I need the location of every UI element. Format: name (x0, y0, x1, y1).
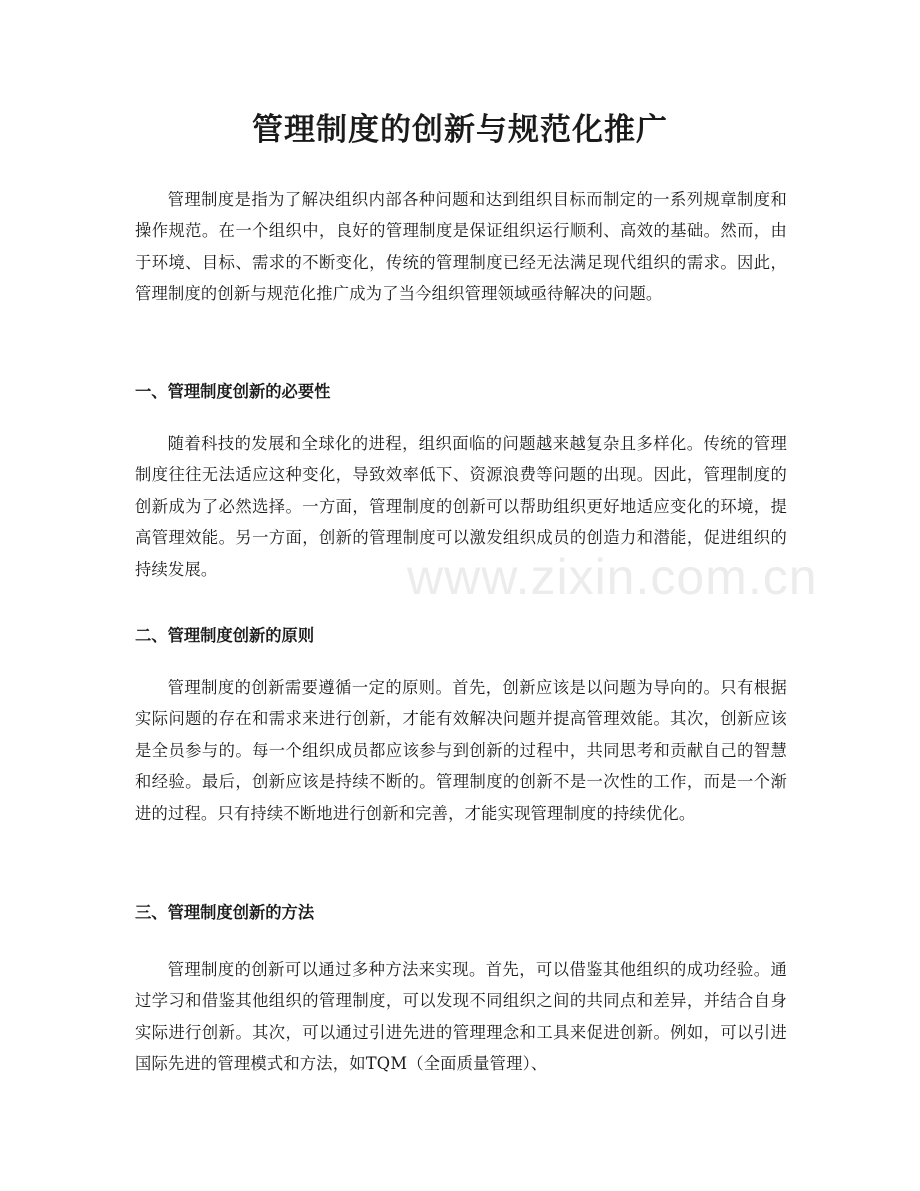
section-3-heading: 三、管理制度创新的方法 (135, 903, 315, 922)
section-2-paragraph: 管理制度的创新需要遵循一定的原则。首先，创新应该是以问题为导向的。只有根据实际问题的存在和需求来进行创新，才能有效解决问题并提高管理效能。其次，创新应该是全员参与的。每一个组织成员都应该参与到创新的过程中，共同思考和贡献自己的智慧和经验。最后，创新应该是持续不断的。管理制度的创新不是一次性的工作，而是一个渐进的过程。只有持续不断地进行创新和完善，才能实现管理制度的持续优化。 (135, 678, 787, 823)
section-1-paragraph: 随着科技的发展和全球化的进程，组织面临的问题越来越复杂且多样化。传统的管理制度往往无法适应这种变化，导致效率低下、资源浪费等问题的出现。因此，管理制度的创新成为了必然选择。一方面，管理制度的创新可以帮助组织更好地适应变化的环境，提高管理效能。另一方面，创新的管理制度可以激发组织成员的创造力和潜能，促进组织的持续发展。 (135, 434, 787, 579)
section-2-heading: 二、管理制度创新的原则 (135, 626, 315, 645)
section-1-heading: 一、管理制度创新的必要性 (135, 382, 331, 401)
section-3-paragraph: 管理制度的创新可以通过多种方法来实现。首先，可以借鉴其他组织的成功经验。通过学习和借鉴其他组织的管理制度，可以发现不同组织之间的共同点和差异，并结合自身实际进行创新。其次，可以通过引进先进的管理理念和工具来促进创新。例如，可以引进国际先进的管理模式和方法，如TQM（全面质量管理）、 (135, 960, 787, 1074)
document-title: 管理制度的创新与规范化推广 (252, 112, 668, 148)
intro-paragraph: 管理制度是指为了解决组织内部各种问题和达到组织目标而制定的一系列规章制度和操作规范。在一个组织中，良好的管理制度是保证组织运行顺利、高效的基础。然而，由于环境、目标、需求的不断变化，传统的管理制度已经无法满足现代组织的需求。因此，管理制度的创新与规范化推广成为了当今组织管理领域亟待解决的问题。 (135, 190, 787, 304)
watermark-text: www.zixin.com.cn (407, 549, 818, 605)
